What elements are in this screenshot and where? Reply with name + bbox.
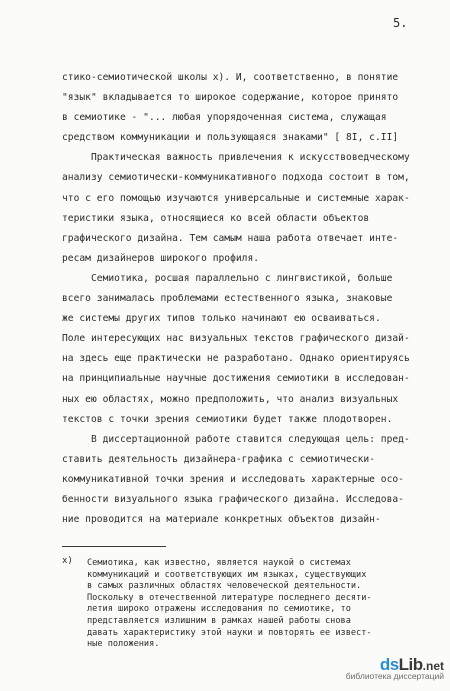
- logo-ds-text: ds: [379, 655, 399, 674]
- text-line: Поле интересующих нас визуальных текстов графического дизай-: [62, 333, 410, 345]
- watermark-caption: библиотека диссертаций: [345, 671, 444, 681]
- text-line: же системы других типов только начинают ею осваиваться.: [62, 313, 381, 325]
- text-line: на принципиальные научные достижения семиотики в исследован-: [62, 373, 410, 385]
- footnote-line: коммуникаций и соответствующих им языках, существующих: [87, 569, 367, 580]
- logo-lib-text: Lib: [398, 655, 423, 674]
- text-line: текстов с точки зрения семиотики будет также плодотворен.: [62, 413, 393, 425]
- page-number: 5.: [393, 16, 408, 30]
- footnote-marker: x): [62, 556, 73, 566]
- text-line: бенности визуального языка графического дизайна. Исследова-: [62, 493, 404, 505]
- footnote-line: представляется излишним в рамках нашей работы снова: [87, 615, 351, 626]
- text-line: ставить деятельность дизайнера-графика с семиотически-: [62, 453, 375, 465]
- text-line: всего занималась проблемами естественного языка, знаковые: [62, 293, 393, 305]
- text-line: теристики языка, относящиеся ко всей области объектов: [62, 212, 370, 224]
- paragraph-start-line: Семиотика, росшая параллельно с лингвистикой, больше: [91, 272, 393, 284]
- text-line: ние проводится на материале конкретных объектов дизайн-: [62, 514, 381, 526]
- footnote-divider: [62, 546, 166, 547]
- text-line: анализу семиотически-коммуникативного подхода состоит в том,: [62, 172, 410, 184]
- text-line: стико-семиотической школы x). И, соответственно, в понятие: [62, 72, 399, 83]
- footnote-line: давать характеристику этой науки и повторять ее извест-: [87, 627, 372, 638]
- footnote: [87, 558, 417, 651]
- text-line: "язык" вкладывается то широкое содержание, которое принято: [62, 92, 399, 104]
- text-line: ных ею областях, можно предположить, что анализ визуальных: [62, 393, 399, 405]
- logo-net-text: .net: [422, 659, 444, 673]
- text-line: коммуникативной точки зрения и исследовать характерные осо-: [62, 473, 404, 485]
- text-line: что с его помощью изучаются универсальные и системные харак-: [62, 192, 410, 204]
- paragraph-start-line: В диссертационной работе ставится следующая цель: пред-: [91, 433, 410, 445]
- footnote-line: в самых различных областях человеческой деятельности.: [87, 581, 362, 592]
- footnote-line: Поскольку в отечественной литературе последнего десяти-: [87, 592, 372, 603]
- paragraph-start-line: Практическая важность привлечения к искусствоведческому: [91, 152, 410, 164]
- text-line: в семиотике - "... любая упорядоченная система, служащая: [62, 112, 387, 124]
- footnote-line: ные положения.: [87, 639, 160, 650]
- footnote-line: Семиотика, как известно, является наукой о системах: [87, 558, 351, 568]
- dslib-watermark: [334, 655, 444, 687]
- text-line: графического дизайна. Тем самым наша работа отвечает инте-: [62, 232, 399, 244]
- footnote-line: летия широко отражены исследования по семиотике, то: [87, 604, 351, 615]
- text-line: средством коммуникации и пользующаяся знаками" [ 8I, с.II]: [62, 132, 399, 144]
- body-text: [62, 68, 412, 530]
- text-line: ресам дизайнеров широкого профиля.: [62, 252, 260, 264]
- text-line: на здесь еще практически не разработано. Однако ориентируясь: [62, 353, 410, 365]
